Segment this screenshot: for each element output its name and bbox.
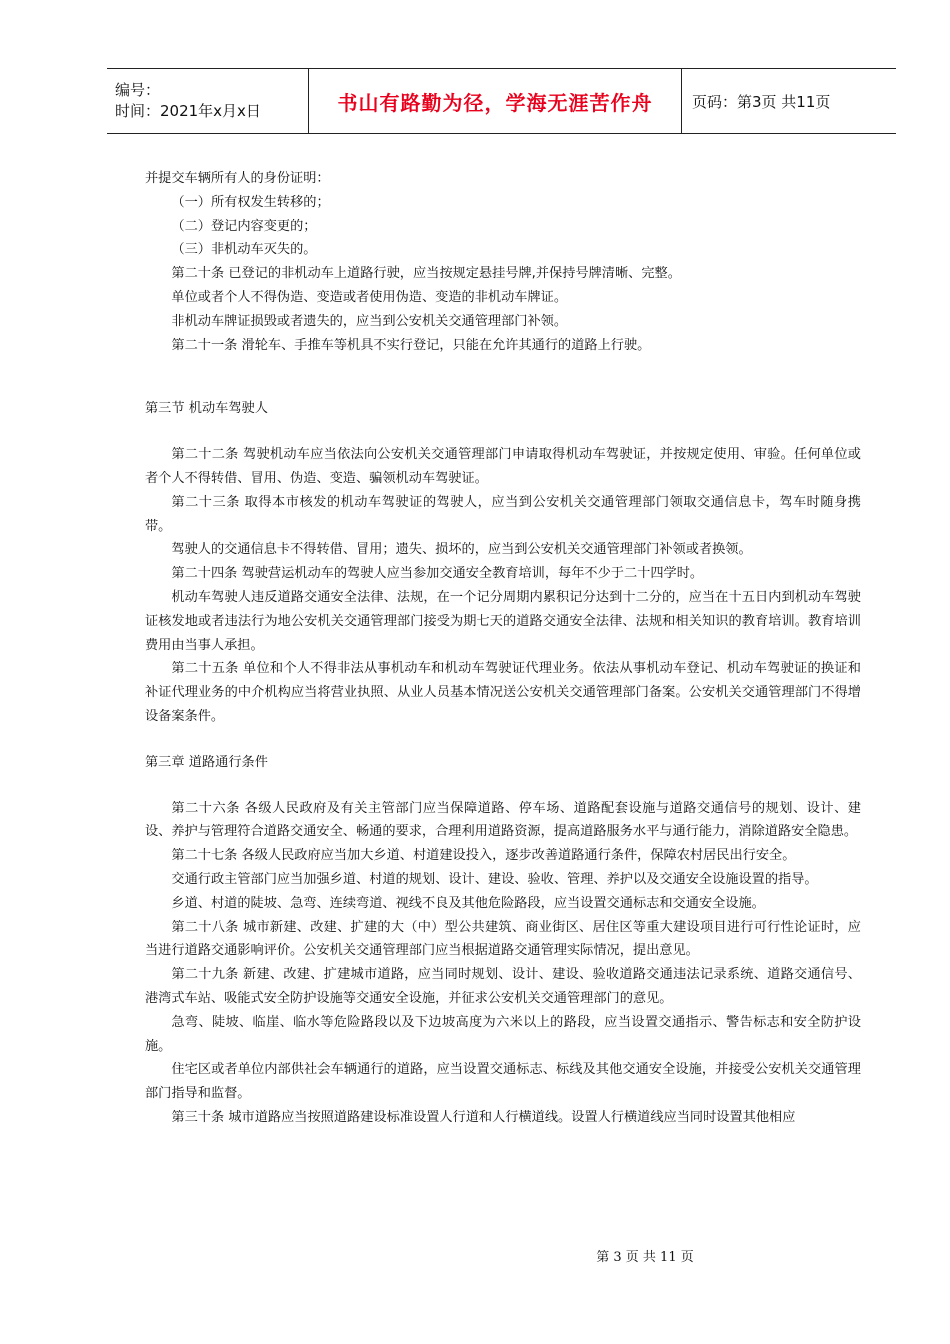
paragraph: （二）登记内容变更的； [171, 218, 317, 234]
paragraph: 第二十八条 城市新建、改建、扩建的大（中）型公共建筑、商业街区、居住区等重大建设项目进行可行性论证时，应当进行道路交通影响评价。公安机关交通管理部门应当根据道路交通管理实际情况，提出意见。 [145, 919, 861, 959]
paragraph: 驾驶人的交通信息卡不得转借、冒用；遗失、损坏的，应当到公安机关交通管理部门补领或者换领。 [171, 542, 752, 558]
paragraph: 第二十七条 各级人民政府应当加大乡道、村道建设投入，逐步改善道路通行条件，保障农村居民出行安全。 [171, 848, 796, 864]
paragraph: 第二十条 已登记的非机动车上道路行驶，应当按规定悬挂号牌,并保持号牌清晰、完整。 [171, 266, 681, 282]
paragraph: 第二十二条 驾驶机动车应当依法向公安机关交通管理部门申请取得机动车驾驶证，并按规定使用、审验。任何单位或者个人不得转借、冒用、伪造、变造、骗领机动车驾驶证。 [145, 447, 861, 486]
paragraph: 交通行政主管部门应当加强乡道、村道的规划、设计、建设、验收、管理、养护以及交通安全设施设置的指导。 [171, 871, 818, 887]
chapter-heading: 第三章 道路通行条件 [145, 754, 268, 770]
paragraph: （一）所有权发生转移的； [171, 194, 330, 210]
paragraph: 第二十三条 取得本市核发的机动车驾驶证的驾驶人，应当到公安机关交通管理部门领取交通信息卡，驾车时随身携带。 [145, 494, 861, 534]
page-footer: 第 3 页 共 11 页 [596, 1250, 694, 1265]
paragraph: 第二十四条 驾驶营运机动车的驾驶人应当参加交通安全教育培训，每年不少于二十四学时。 [171, 566, 704, 582]
paragraph: 第二十一条 滑轮车、手推车等机具不实行登记，只能在允许其通行的道路上行驶。 [171, 337, 651, 353]
header-page-info: 页码：第3页 共11页 [692, 92, 831, 111]
header-motto: 书山有路勤为径，学海无涯苦作舟 [309, 69, 682, 133]
paragraph: 非机动车牌证损毁或者遗失的，应当到公安机关交通管理部门补领。 [171, 313, 568, 329]
paragraph: （三）非机动车灭失的。 [171, 242, 317, 258]
document-header [107, 68, 896, 134]
paragraph: 第二十六条 各级人民政府及有关主管部门应当保障道路、停车场、道路配套设施与道路交通信号的规划、设计、建设、养护与管理符合道路交通安全、畅通的要求，合理利用道路资源，提高道路服务水平与通行能力，消除道路安全隐患。 [145, 800, 861, 840]
paragraph: 住宅区或者单位内部供社会车辆通行的道路，应当设置交通标志、标线及其他交通安全设施，并接受公安机关交通管理部门指导和监督。 [145, 1062, 861, 1102]
paragraph: 急弯、陡坡、临崖、临水等危险路段以及下边坡高度为六米以上的路段，应当设置交通指示、警告标志和安全防护设施。 [145, 1014, 861, 1054]
paragraph: 机动车驾驶人违反道路交通安全法律、法规，在一个记分周期内累积记分达到十二分的，应当在十五日内到机动车驾驶证核发地或者违法行为地公安机关交通管理部门接受为期七天的道路交通安全法律、法规和相关知识的教育培训。教育培训费用由当事人承担。 [145, 589, 861, 653]
paragraph: 单位或者个人不得伪造、变造或者使用伪造、变造的非机动车牌证。 [171, 289, 568, 305]
paragraph: 第二十九条 新建、改建、扩建城市道路，应当同时规划、设计、建设、验收道路交通违法记录系统、道路交通信号、港湾式车站、吸能式安全防护设施等交通安全设施，并征求公安机关交通管理部门的意见。 [145, 967, 861, 1006]
document-body [145, 167, 861, 1130]
document-number-label: 编号： [115, 81, 161, 99]
document-time-label: 时间：2021年x月x日 [115, 102, 261, 120]
section-heading: 第三节 机动车驾驶人 [145, 401, 268, 417]
paragraph: 乡道、村道的陡坡、急弯、连续弯道、视线不良及其他危险路段，应当设置交通标志和交通安全设施。 [171, 895, 765, 911]
paragraph: 第三十条 城市道路应当按照道路建设标准设置人行道和人行横道线。设置人行横道线应当同时设置其他相应 [171, 1109, 796, 1125]
paragraph: 第二十五条 单位和个人不得非法从事机动车和机动车驾驶证代理业务。依法从事机动车登记、机动车驾驶证的换证和补证代理业务的中介机构应当将营业执照、从业人员基本情况送公安机关交通管理部门备案。公安机关交通管理部门不得增设备案条件。 [145, 661, 861, 724]
header-meta-cell [107, 69, 309, 133]
paragraph: 并提交车辆所有人的身份证明： [145, 171, 330, 186]
